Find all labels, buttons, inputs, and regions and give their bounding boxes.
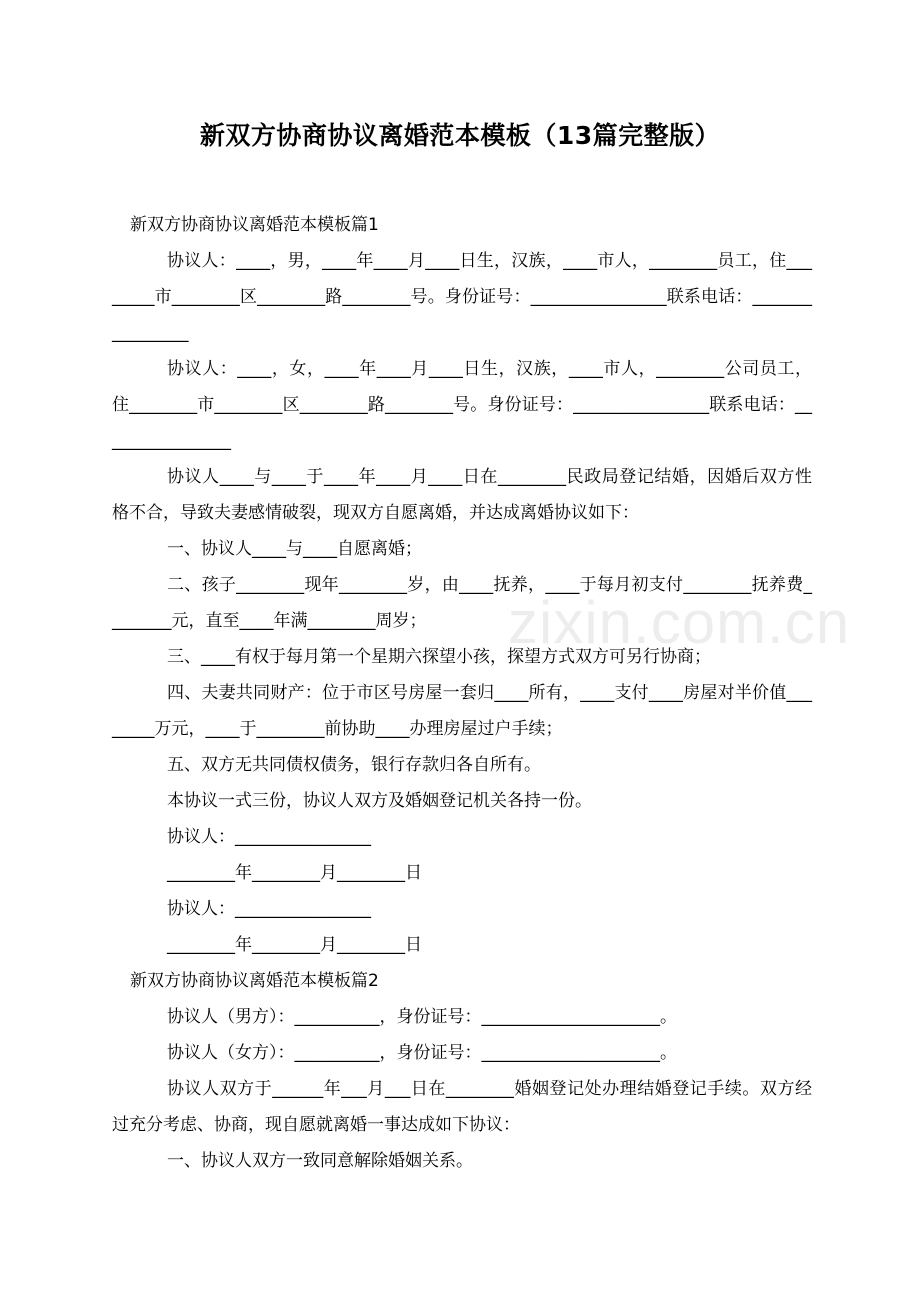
article-2-background: 协议人双方于______年___月___日在________婚姻登记处办理结婚登记手续。双方经过充分考虑、协商，现自愿就离婚一事达成如下协议： — [112, 1079, 812, 1135]
article-2-heading: 新双方协商协议离婚范本模板篇2 — [130, 971, 379, 991]
article-1-clause-5: 五、双方无共同债权债务，银行存款归各自所有。 — [167, 755, 541, 775]
watermark: zixin.com.cn — [508, 589, 851, 656]
article-1-clause-4: 四、夫妻共同财产：位于市区号房屋一套归____所有，____支付____房屋对半价值________万元，____于________前协助____办理房屋过户手续； — [112, 683, 812, 739]
article-1-clause-1: 一、协议人____与____自愿离婚； — [167, 539, 422, 559]
article-2-party-male: 协议人（男方）：__________，身份证号：_____________________。 — [167, 1007, 677, 1027]
article-1-clause-2: 二、孩子________现年________岁，由____抚养，____于每月初支付________抚养费________元，直至____年满________周岁； — [112, 575, 812, 631]
article-1-heading: 新双方协商协议离婚范本模板篇1 — [130, 215, 379, 235]
article-2-party-female: 协议人（女方）：__________，身份证号：_____________________。 — [167, 1043, 677, 1063]
article-1-background: 协议人____与____于____年____月____日在________民政局登记结婚，因婚后双方性格不合，导致夫妻感情破裂，现双方自愿离婚，并达成离婚协议如下： — [112, 467, 812, 523]
article-1-signature-1: 协议人：________________ — [167, 827, 371, 847]
article-1-party-female: 协议人：____，女，____年____月____日生，汉族，____市人，________公司员工，住________市________区________路________号。身份证号：________________联系电话：________________ — [112, 359, 812, 451]
article-2-clause-1: 一、协议人双方一致同意解除婚姻关系。 — [167, 1151, 473, 1171]
article-1-party-male: 协议人：____，男，____年____月____日生，汉族，____市人，________员工，住________市________区________路________号。身份证号：________________联系电话：________________ — [112, 251, 812, 343]
article-1-date-2: ________年________月________日 — [167, 935, 422, 955]
document-body — [112, 207, 812, 1179]
article-1-signature-2: 协议人：________________ — [167, 899, 371, 919]
document-title: 新双方协商协议离婚范本模板（13篇完整版） — [199, 121, 721, 150]
article-1-date-1: ________年________月________日 — [167, 863, 422, 883]
article-1-clause-3: 三、____有权于每月第一个星期六探望小孩，探望方式双方可另行协商； — [167, 647, 711, 667]
article-1-copies-note: 本协议一式三份，协议人双方及婚姻登记机关各持一份。 — [167, 791, 592, 811]
